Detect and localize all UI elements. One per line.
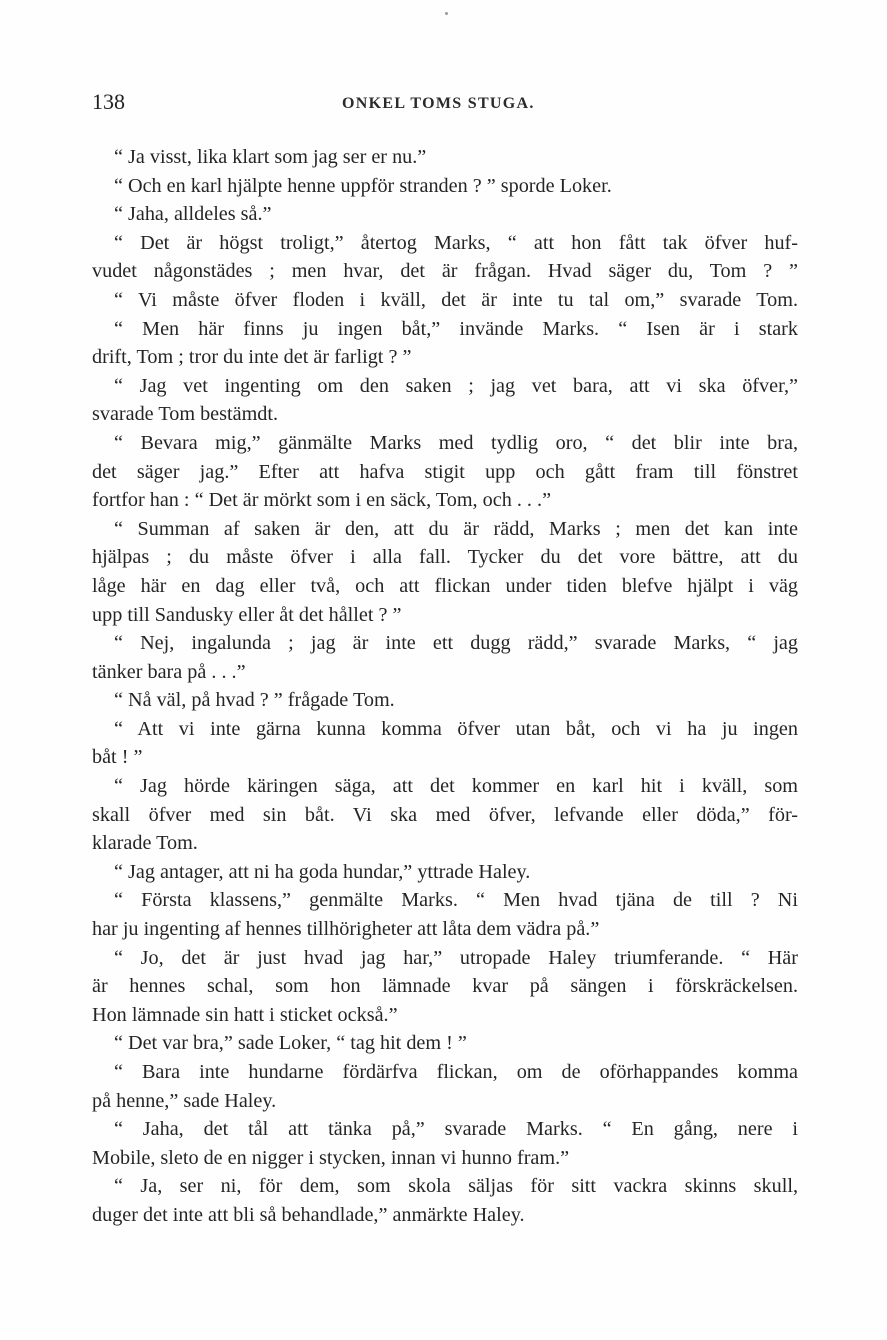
text-line: har ju ingenting af hennes tillhörigheter att låta dem vädra på.”	[92, 918, 600, 941]
text-line: “ Jo, det är just hvad jag har,” utropade Haley triumferande. “ Här	[114, 946, 798, 969]
running-title: ONKEL TOMS STUGA.	[342, 95, 535, 112]
text-line: drift, Tom ; tror du inte det är farligt ? ”	[92, 346, 412, 369]
page-number: 138	[92, 89, 125, 114]
text-line: “ Nå väl, på hvad ? ” frågade Tom.	[114, 689, 395, 712]
text-line: fortfor han : “ Det är mörkt som i en säck, Tom, och . . .”	[92, 489, 552, 512]
text-line: “ Bara inte hundarne fördärfva flickan, om de oförhappandes komma	[114, 1061, 798, 1083]
text-line: “ Jaha, alldeles så.”	[114, 203, 272, 226]
text-line: “ Jag vet ingenting om den saken ; jag vet bara, att vi ska öfver,”	[114, 374, 798, 397]
text-line: “ Det var bra,” sade Loker, “ tag hit dem ! ”	[114, 1032, 467, 1055]
text-line: Mobile, sleto de en nigger i stycken, innan vi hunno fram.”	[92, 1146, 570, 1169]
text-line: skall öfver med sin båt. Vi ska med öfver, lefvande eller döda,” för-	[92, 803, 798, 826]
text-line: vudet någonstädes ; men hvar, det är frågan. Hvad säger du, Tom ? ”	[92, 260, 798, 283]
page-header	[92, 88, 798, 118]
text-line: låge här en dag eller två, och att flickan under tiden blefve hjälpt i väg	[92, 574, 798, 597]
text-line: upp till Sandusky eller åt det hållet ? ”	[92, 603, 402, 626]
text-line: det säger jag.” Efter att hafva stigit upp och gått fram till fönstret	[92, 460, 798, 483]
text-line: “ Summan af saken är den, att du är rädd, Marks ; men det kan inte	[114, 517, 798, 540]
text-line: “ Jag hörde käringen säga, att det kommer en karl hit i kväll, som	[114, 775, 798, 798]
text-line: tänker bara på . . .”	[92, 660, 246, 683]
text-line: “ Bevara mig,” gänmälte Marks med tydlig oro, “ det blir inte bra,	[114, 431, 798, 454]
text-line: hjälpas ; du måste öfver i alla fall. Tycker du det vore bättre, att du	[92, 546, 798, 569]
text-line: på henne,” sade Haley.	[92, 1089, 277, 1112]
text-line: “ Första klassens,” genmälte Marks. “ Men hvad tjäna de till ? Ni	[114, 889, 798, 912]
text-line: “ Nej, ingalunda ; jag är inte ett dugg rädd,” svarade Marks, “ jag	[114, 632, 798, 655]
text-line: “ Det är högst troligt,” återtog Marks, “ att hon fått tak öfver huf-	[114, 231, 798, 254]
text-line: svarade Tom bestämdt.	[92, 403, 279, 426]
text-line: klarade Tom.	[92, 832, 198, 855]
text-line: “ Ja, ser ni, för dem, som skola säljas för sitt vackra skinns skull,	[114, 1175, 798, 1198]
text-line: “ Ja visst, lika klart som jag ser er nu.”	[114, 146, 427, 168]
text-line: “ Jag antager, att ni ha goda hundar,” yttrade Haley.	[114, 860, 531, 883]
paper-speck	[445, 12, 448, 15]
text-line: “ Men här finns ju ingen båt,” invände Marks. “ Isen är i stark	[114, 317, 798, 340]
text-line: “ Vi måste öfver floden i kväll, det är inte tu tal om,” svarade Tom.	[114, 288, 798, 311]
text-line: “ Att vi inte gärna kunna komma öfver utan båt, och vi ha ju ingen	[114, 717, 798, 740]
text-line: “ Och en karl hjälpte henne uppför stranden ? ” sporde Loker.	[114, 174, 612, 197]
text-line: Hon lämnade sin hatt i sticket också.”	[92, 1003, 398, 1026]
text-line: är hennes schal, som hon lämnade kvar på sängen i förskräckelsen.	[92, 975, 798, 998]
text-line: duger det inte att bli så behandlade,” anmärkte Haley.	[92, 1203, 525, 1226]
body-text	[92, 143, 798, 1230]
text-line: “ Jaha, det tål att tänka på,” svarade Marks. “ En gång, nere i	[114, 1118, 798, 1141]
text-line: båt ! ”	[92, 746, 143, 769]
